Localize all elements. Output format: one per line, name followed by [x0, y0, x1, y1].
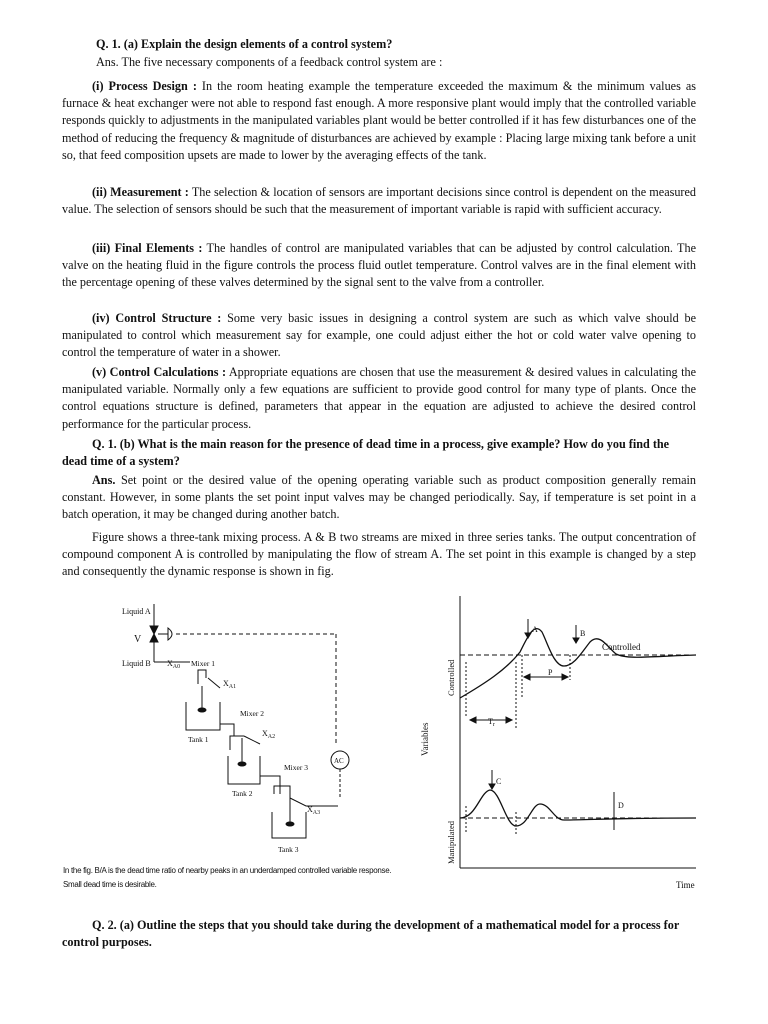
q1a-answer-intro: Ans. The five necessary components of a feedback control system are :: [96, 55, 443, 69]
item-process-design: (i) Process Design : In the room heating example the temperature exceeded the maximum & the minimum values as furnace & heat exchanger were not able to respond fast enough. A more responsive plant would imply that the controlled variable responds quickly to adjustments in the manipulated variables plant would be better controlled if it has few disturbances one of the method of reducing the frequency & magnitude of disturbances are achieved by example : Placing large mixing tank before a unit so, that feed composition upsets are made to lower by the averaging effects of the tank.: [62, 79, 696, 162]
xa3-label: $X_{A3}$: [307, 805, 321, 816]
controlled-curve-label: Controlled: [602, 642, 641, 652]
q1b-figure-text: Figure shows a three-tank mixing process. A & B two streams are mixed in three series tanks. The output concentration of compound component A is controlled by manipulating the flow of stream A. The set point in this example is changed by a step and consequently the dynamic response is shown in fig.: [62, 530, 696, 579]
peak-d-label: D: [618, 801, 624, 810]
ac-controller-label: AC: [334, 757, 344, 765]
valve-label: V: [134, 634, 142, 645]
dynamic-response-graph: [414, 592, 714, 892]
mixer1-label: Mixer 1: [191, 659, 215, 668]
tank3-label: Tank 3: [278, 845, 299, 854]
item-measurement: (ii) Measurement : The selection & location of sensors are important decisions since control is dependent on the measured value. The selection of sensors should be such that the measurement of important variable is rapid with sufficient accuracy.: [62, 185, 696, 217]
q1b-heading: Q. 1. (b) What is the main reason for the presence of dead time in a process, give example? How do you find the dead time of a system?: [62, 437, 670, 469]
peak-c-label: C: [496, 777, 502, 786]
item-control-calculations: (v) Control Calculations : Appropriate equations are chosen that use the measurement & desired values in calculating the manipulated variable. Normally only a few equations are sufficient to provide good control for many type of plants. Once the control equations structure is defined, parameters that appear in the equation are adjusted to achieve the desired control performance for the particular process.: [62, 365, 696, 431]
liquid-a-label: Liquid A: [122, 607, 151, 616]
tank1-label: Tank 1: [188, 735, 209, 744]
xa0-label: $X_{A0}$: [167, 659, 181, 670]
item-final-elements: (iii) Final Elements : The handles of control are manipulated variables that can be adjusted by control calculation. The valve on the heating fluid in the figure controls the process fluid outlet temperature. Control valves are in the final element with the percentage opening of these valves determined by the signal sent to the valve from a controller.: [62, 241, 696, 290]
period-label: P: [548, 668, 553, 677]
q2a-heading: Q. 2. (a) Outline the steps that you should take during the development of a mathematical model for a process for control purposes.: [62, 918, 680, 950]
tank2-label: Tank 2: [232, 789, 253, 798]
q1a-heading: Q. 1. (a) Explain the design elements of a control system?: [96, 37, 393, 51]
manipulated-axis-label: Manipulated: [446, 821, 456, 864]
controlled-axis-label: Controlled: [446, 659, 456, 696]
peak-b-label: B: [580, 629, 586, 638]
figure-caption: In the fig. B/A is the dead time ratio of nearby peaks in an underdamped controlled variable response. Small dead time is desirable.: [63, 866, 392, 889]
mixer3-label: Mixer 3: [284, 763, 308, 772]
item-control-structure: (iv) Control Structure : Some very basic issues in designing a control system are such as which valve should be manipulated to control which measurement say for example, one could adjust either the hot or cold water valve opening to control the temperature of water in a shower.: [62, 311, 696, 360]
answer-label: Ans.: [92, 473, 116, 487]
xa1-label: $X_{A1}$: [223, 679, 237, 690]
liquid-b-label: Liquid B: [122, 659, 151, 668]
peak-a-label: A: [532, 625, 538, 634]
mixer2-label: Mixer 2: [240, 709, 264, 718]
x-axis-label: Time: [676, 880, 695, 890]
xa2-label: $X_{A2}$: [262, 729, 276, 740]
tr-label: $T_r$: [488, 717, 495, 728]
three-tank-process-diagram: [110, 598, 370, 860]
y-axis-label: Variables: [420, 722, 430, 756]
q1b-answer: Ans. Set point or the desired value of the opening operating variable such as product composition generally remain constant. However, in some plants the set point input valves may be changed periodically. Say, if temperature is set point in a batch operation, it may be changed during another batch.: [62, 473, 697, 522]
answer-label: Ans.: [96, 55, 119, 69]
